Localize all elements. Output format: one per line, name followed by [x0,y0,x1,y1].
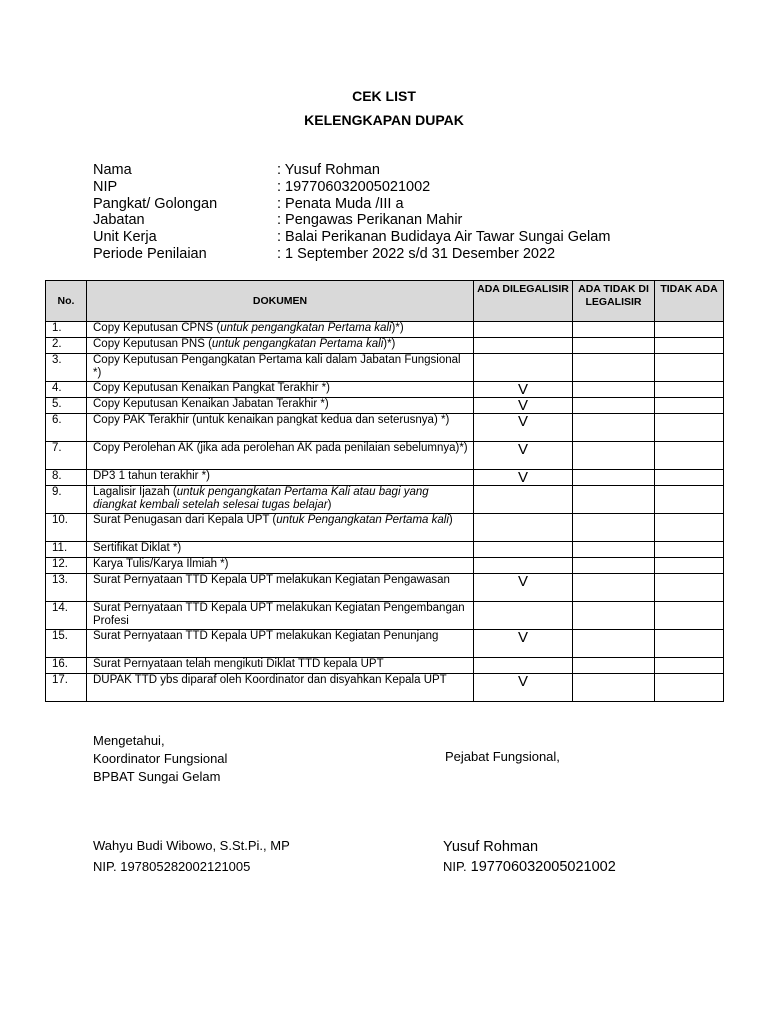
document-text: Copy Keputusan Kenaikan Pangkat Terakhir *) [93,382,330,394]
mark-ada-tidak-legalisir [573,674,655,702]
mark-ada-tidak-legalisir [573,658,655,674]
document-title: CEK LIST [352,88,416,104]
row-number: 2. [46,338,87,354]
mark-ada-dilegalisir [474,658,573,674]
mark-ada-dilegalisir: V [474,674,573,702]
info-label: NIP [93,178,118,195]
document-text: Lagalisir Ijazah ( [93,486,177,498]
header-ada-tidak-legalisir: ADA TIDAK DI LEGALISIR [573,281,655,322]
mark-ada-tidak-legalisir [573,630,655,658]
row-number: 16. [46,658,87,674]
table-row [46,486,724,514]
info-label: Periode Penilaian [93,245,207,262]
table-row [46,602,724,630]
header-ada-dilegalisir: ADA DILEGALISIR [474,281,573,322]
official-name: Yusuf Rohman [443,839,539,855]
info-label: Nama [93,162,132,178]
mark-tidak-ada [655,414,724,442]
document-note-italic: untuk pengangkatan Pertama kali [211,338,384,350]
row-number: 7. [46,442,87,470]
mark-ada-tidak-legalisir [573,354,655,382]
row-document [87,382,474,398]
info-label: Unit Kerja [93,229,157,246]
mark-tidak-ada [655,630,724,658]
info-row-periode [93,246,610,263]
mark-ada-dilegalisir: V [474,630,573,658]
row-document [87,354,474,382]
mark-ada-dilegalisir: V [474,398,573,414]
mark-tidak-ada [655,354,724,382]
document-text: Copy PAK Terakhir (untuk kenaikan pangkat kedua dan seterusnya) *) [93,414,450,426]
info-value: : Pengawas Perikanan Mahir [277,212,463,229]
identity-section [93,162,610,263]
document-note-italic: untuk pengangkatan Pertama Kali atau bagi yang diangkat kembali setelah selesai tugas belajar [93,486,429,511]
document-text: Surat Pernyataan TTD Kepala UPT melakukan Kegiatan Pengembangan Profesi [93,602,465,627]
unit-label: BPBAT Sungai Gelam [93,769,221,784]
info-row-unit-kerja [93,229,610,246]
row-document [87,486,474,514]
row-document [87,602,474,630]
mark-ada-tidak-legalisir [573,442,655,470]
mark-ada-tidak-legalisir [573,574,655,602]
table-row [46,542,724,558]
document-text: DUPAK TTD ybs diparaf oleh Koordinator dan disyahkan Kepala UPT [93,674,447,686]
table-row [46,514,724,542]
row-number: 4. [46,382,87,398]
nip-number: 197706032005021002 [470,859,616,875]
mark-ada-dilegalisir [474,486,573,514]
row-number: 15. [46,630,87,658]
mark-tidak-ada [655,514,724,542]
mark-ada-dilegalisir: V [474,442,573,470]
document-text: )*) [383,338,396,350]
document-text: Surat Pernyataan TTD Kepala UPT melakukan Kegiatan Penunjang [93,630,439,642]
table-row [46,338,724,354]
mark-tidak-ada [655,674,724,702]
mark-ada-dilegalisir: V [474,470,573,486]
document-text: Copy Keputusan PNS ( [93,338,212,350]
signature-left-name-block [93,837,290,876]
mark-tidak-ada [655,322,724,338]
document-text: Surat Pernyataan TTD Kepala UPT melakukan Kegiatan Pengawasan [93,574,450,586]
table-row [46,322,724,338]
mark-tidak-ada [655,382,724,398]
row-number: 5. [46,398,87,414]
document-text: Surat Penugasan dari Kepala UPT ( [93,514,277,526]
document-text: DP3 1 tahun terakhir *) [93,470,210,482]
row-document [87,470,474,486]
header-tidak-ada: TIDAK ADA [655,281,724,322]
table-row [46,574,724,602]
document-text: )*) [391,322,404,334]
document-text: Copy Keputusan Pengangkatan Pertama kali dalam Jabatan Fungsional *) [93,354,461,379]
row-document [87,558,474,574]
row-document [87,674,474,702]
mark-tidak-ada [655,338,724,354]
document-text: Surat Pernyataan telah mengikuti Diklat TTD kepala UPT [93,658,384,670]
row-document [87,414,474,442]
row-number: 6. [46,414,87,442]
mark-tidak-ada [655,558,724,574]
document-text: ) [448,514,453,526]
info-row-jabatan [93,212,610,229]
mark-ada-tidak-legalisir [573,322,655,338]
document-text: Copy Keputusan CPNS ( [93,322,221,334]
nip-prefix: NIP. [443,859,467,874]
mark-ada-dilegalisir [474,354,573,382]
document-note-italic: untuk pengangkatan Pertama kali [220,322,392,334]
signature-right-name-block [443,837,616,877]
row-document [87,542,474,558]
mark-tidak-ada [655,542,724,558]
mark-tidak-ada [655,442,724,470]
mark-tidak-ada [655,574,724,602]
info-row-nip [93,179,610,196]
mark-ada-tidak-legalisir [573,602,655,630]
mark-ada-dilegalisir [474,514,573,542]
signature-left-header [93,732,227,786]
row-number: 13. [46,574,87,602]
mark-ada-tidak-legalisir [573,338,655,354]
coordinator-nip: NIP. 197805282002121005 [93,859,251,874]
document-text: Copy Keputusan Kenaikan Jabatan Terakhir *) [93,398,329,410]
official-nip [443,857,616,877]
header-dokumen: DOKUMEN [87,281,474,322]
table-row [46,398,724,414]
info-value: : Penata Muda /III a [277,195,404,212]
row-document [87,398,474,414]
info-row-nama [93,162,610,179]
document-text: ) [327,499,332,511]
table-row [46,658,724,674]
header-no: No. [46,281,87,322]
row-number: 8. [46,470,87,486]
row-document [87,338,474,354]
row-number: 12. [46,558,87,574]
document-note-italic: untuk Pengangkatan Pertama kali [276,514,449,526]
mark-ada-tidak-legalisir [573,470,655,486]
mark-ada-dilegalisir: V [474,414,573,442]
mengetahui-label: Mengetahui, [93,733,165,748]
row-document [87,658,474,674]
row-number: 9. [46,486,87,514]
table-header-row [46,281,724,322]
document-text: Sertifikat Diklat *) [93,542,182,554]
row-document [87,574,474,602]
mark-ada-dilegalisir: V [474,382,573,398]
table-row [46,674,724,702]
row-number: 14. [46,602,87,630]
row-number: 3. [46,354,87,382]
row-document [87,322,474,338]
row-number: 1. [46,322,87,338]
table-row [46,558,724,574]
table-row [46,414,724,442]
info-value: : 1 September 2022 s/d 31 Desember 2022 [277,245,556,262]
row-document [87,442,474,470]
mark-ada-dilegalisir [474,542,573,558]
table-row [46,470,724,486]
mark-ada-tidak-legalisir [573,382,655,398]
checklist-table [45,280,724,702]
mark-ada-dilegalisir [474,338,573,354]
info-label: Jabatan [93,212,145,229]
document-text: Karya Tulis/Karya Ilmiah *) [93,558,229,570]
row-document [87,630,474,658]
mark-ada-dilegalisir [474,558,573,574]
mark-tidak-ada [655,486,724,514]
coordinator-name: Wahyu Budi Wibowo, S.St.Pi., MP [93,838,290,853]
mark-tidak-ada [655,398,724,414]
table-row [46,354,724,382]
mark-ada-tidak-legalisir [573,398,655,414]
table-row [46,630,724,658]
table-row [46,382,724,398]
mark-tidak-ada [655,470,724,486]
row-document [87,514,474,542]
checklist-body [46,322,724,702]
row-number: 10. [46,514,87,542]
mark-ada-tidak-legalisir [573,558,655,574]
mark-tidak-ada [655,658,724,674]
info-row-pangkat [93,196,610,213]
document-subtitle: KELENGKAPAN DUPAK [304,112,464,128]
koordinator-label: Koordinator Fungsional [93,751,228,766]
mark-ada-dilegalisir [474,322,573,338]
document-text: Copy Perolehan AK (jika ada perolehan AK pada penilaian sebelumnya)*) [93,442,468,454]
row-number: 17. [46,674,87,702]
row-number: 11. [46,542,87,558]
mark-ada-tidak-legalisir [573,486,655,514]
info-value: : Yusuf Rohman [277,162,380,178]
table-row [46,442,724,470]
mark-ada-dilegalisir: V [474,574,573,602]
mark-ada-tidak-legalisir [573,514,655,542]
info-value: : Balai Perikanan Budidaya Air Tawar Sungai Gelam [277,229,611,246]
mark-tidak-ada [655,602,724,630]
info-value: : 197706032005021002 [277,178,431,195]
info-label: Pangkat/ Golongan [93,195,218,212]
pejabat-fungsional-label: Pejabat Fungsional, [445,749,560,764]
mark-ada-tidak-legalisir [573,542,655,558]
mark-ada-tidak-legalisir [573,414,655,442]
mark-ada-dilegalisir [474,602,573,630]
